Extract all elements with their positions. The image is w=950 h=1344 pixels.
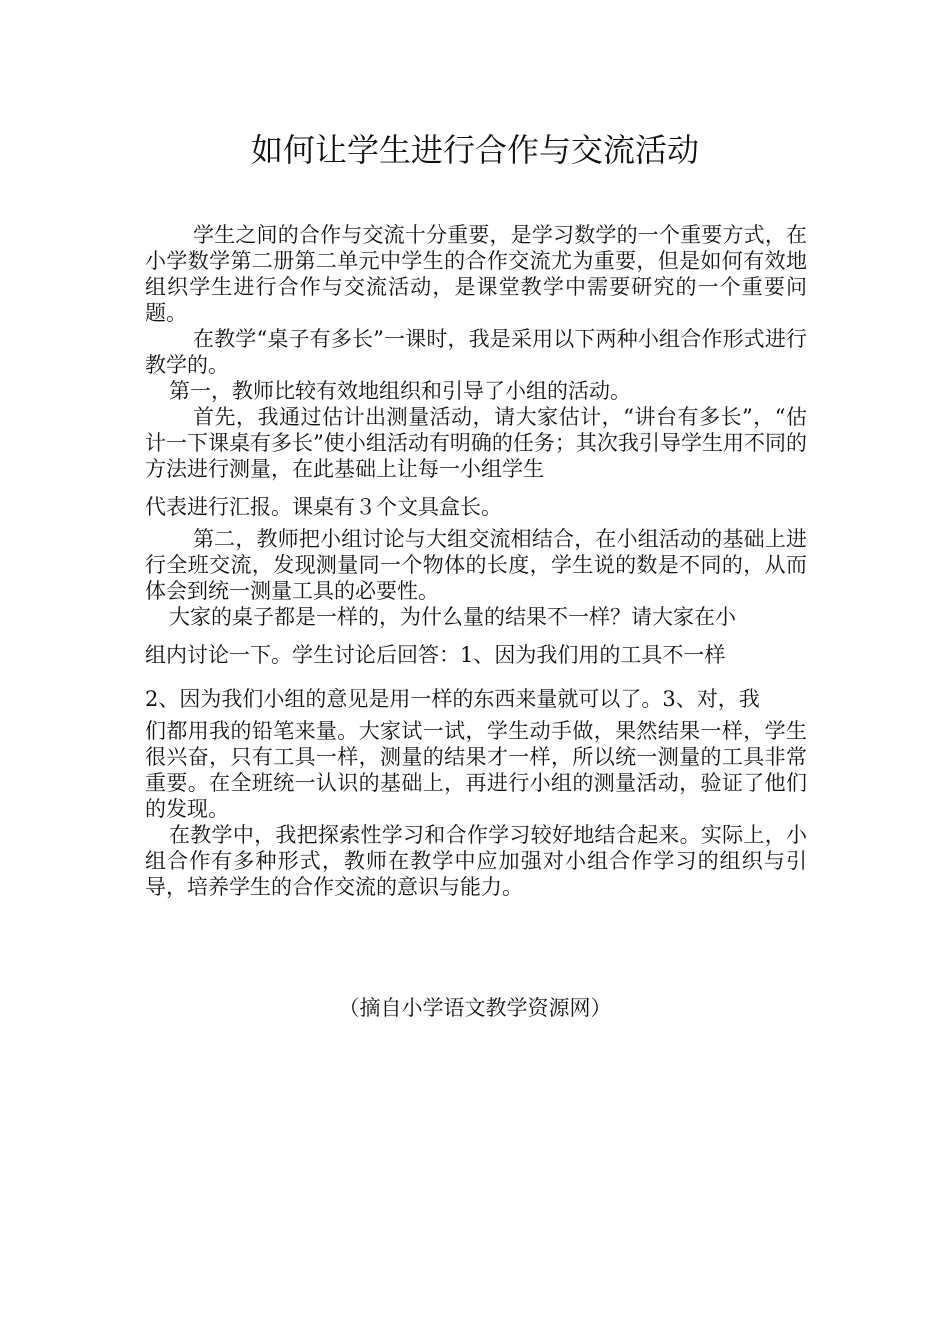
paragraph-question: 大家的桌子都是一样的，为什么量的结果不一样？请大家在小 <box>169 605 736 629</box>
paragraph-second-point: 第二，教师把小组讨论与大组交流相结合，在小组活动的基础上进行全班交流，发现测量同一个物体的长度，学生说的数是不同的，从而体会到统一测量工具的必要性。 <box>145 527 807 603</box>
source-note: （摘自小学语文教学资源网） <box>338 996 612 1020</box>
paragraph-intro: 学生之间的合作与交流十分重要，是学习数学的一个重要方式，在小学数学第二册第二单元中学生的合作交流尤为重要，但是如何有效地组织学生进行合作与交流活动，是课堂教学中需要研究的一个重要问题。 <box>145 223 807 325</box>
document-body <box>145 222 807 900</box>
paragraph-answers: 2、因为我们小组的意见是用一样的东西来量就可以了。3、对，我 <box>145 687 760 711</box>
paragraph-conclusion: 在教学中，我把探索性学习和合作学习较好地结合起来。实际上，小组合作有多种形式，教师在教学中应加强对小组合作学习的组织与引导，培养学生的合作交流的意识与能力。 <box>145 823 807 899</box>
paragraph-discussion: 组内讨论一下。学生讨论后回答：1、因为我们用的工具不一样 <box>145 643 726 667</box>
paragraph-estimation: 首先，我通过估计出测量活动，请大家估计，“讲台有多长”，“估计一下课桌有多长”使小组活动有明确的任务；其次我引导学生用不同的方法进行测量，在此基础上让每一小组学生 <box>145 405 807 481</box>
paragraph-report: 代表进行汇报。课桌有３个文具盒长。 <box>145 495 502 519</box>
paragraph-pencil: 们都用我的铅笔来量。大家试一试，学生动手做，果然结果一样，学生很兴奋，只有工具一样，测量的结果才一样，所以统一测量的工具非常重要。在全班统一认识的基础上，再进行小组的测量活动，验证了他们的发现。 <box>145 719 807 821</box>
paragraph-lesson: 在教学“桌子有多长”一课时，我是采用以下两种小组合作形式进行教学的。 <box>145 327 807 377</box>
paragraph-first-point: 第一，教师比较有效地组织和引导了小组的活动。 <box>169 379 631 403</box>
document-title: 如何让学生进行合作与交流活动 <box>250 131 699 169</box>
